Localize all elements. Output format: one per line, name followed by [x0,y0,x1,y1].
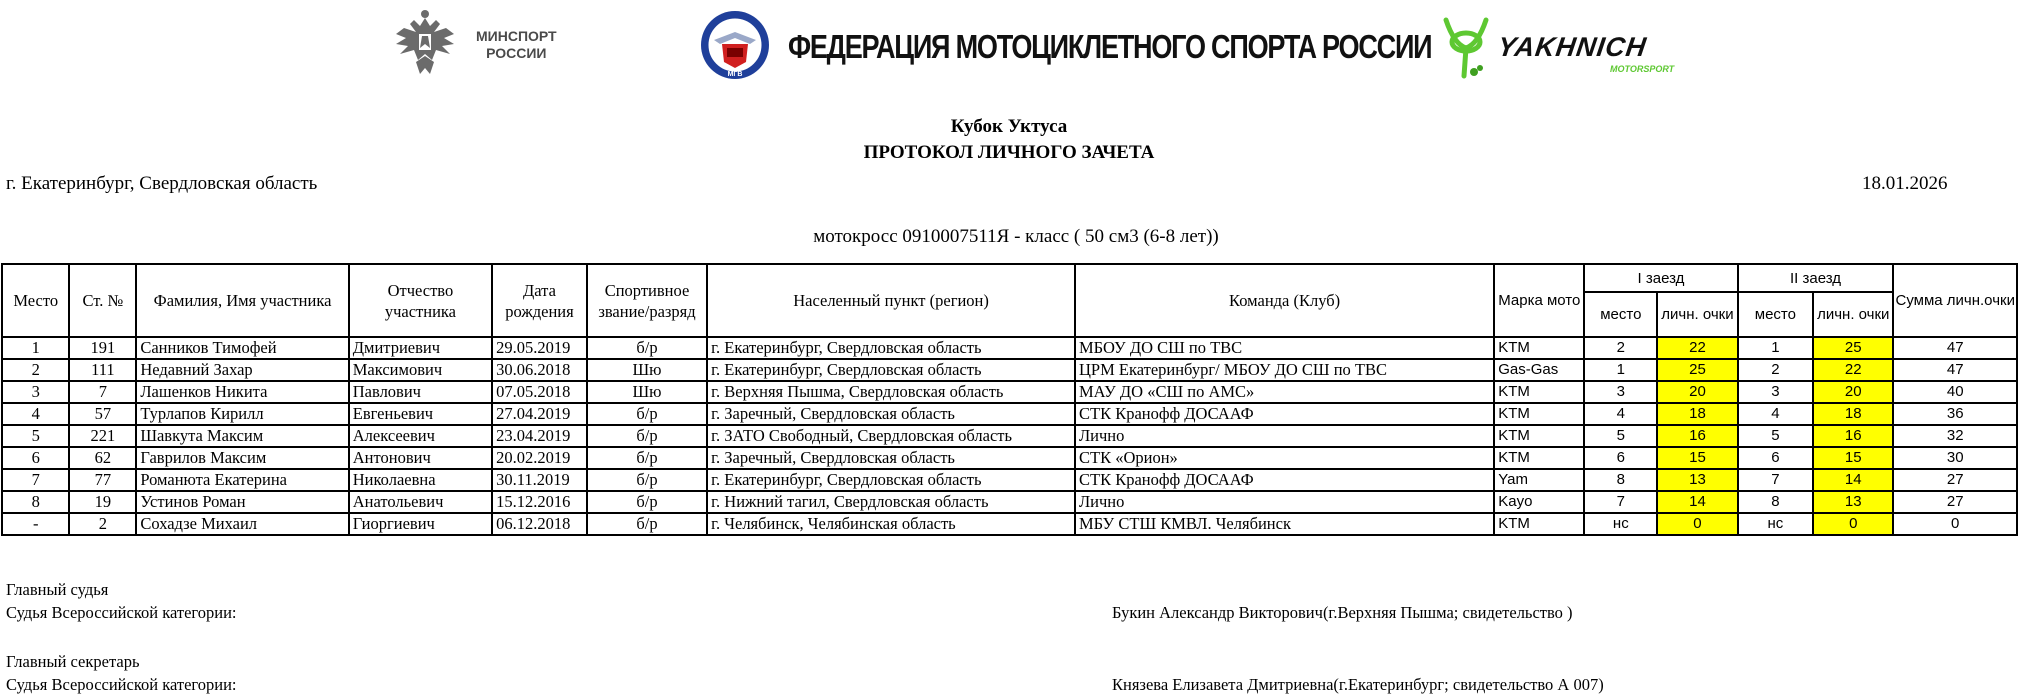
chief-secretary-name: Князева Елизавета Дмитриевна(г.Екатеринбург; свидетельство А 007) [1112,675,1604,694]
cell-place: 1 [2,337,69,359]
cell-race2-points: 20 [1813,381,1893,403]
minsport-text [476,28,557,62]
cell-start-no: 191 [69,337,136,359]
cell-start-no: 2 [69,513,136,535]
cell-race1-place: 7 [1584,491,1657,513]
cell-place: 7 [2,469,69,491]
cell-patronymic: Максимович [349,359,492,381]
cell-patronymic: Дмитриевич [349,337,492,359]
cell-birth-date: 30.06.2018 [492,359,587,381]
cell-patronymic: Евгеньевич [349,403,492,425]
cell-name: Санников Тимофей [136,337,348,359]
cell-locality: г. Екатеринбург, Свердловская область [707,337,1075,359]
minsport-line2: РОССИИ [486,45,547,61]
cell-name: Сохадзе Михаил [136,513,348,535]
cell-place: 8 [2,491,69,513]
cell-race1-points: 14 [1657,491,1737,513]
cell-locality: г. Екатеринбург, Свердловская область [707,469,1075,491]
cell-race1-place: 5 [1584,425,1657,447]
event-title: Кубок Уктуса [950,116,1068,137]
cell-birth-date: 07.05.2018 [492,381,587,403]
cell-rank: б/р [587,403,707,425]
cell-birth-date: 20.02.2019 [492,447,587,469]
table-row [2,447,2017,469]
cell-race1-points: 20 [1657,381,1737,403]
cell-rank: б/р [587,337,707,359]
cell-bike: KTM [1494,447,1584,469]
yakhnich-emblem-icon [1440,14,1492,80]
cell-race2-place: 7 [1738,469,1813,491]
cell-rank: б/р [587,425,707,447]
col-header-race1: I заезд [1584,264,1737,292]
cell-name: Устинов Роман [136,491,348,513]
col-header-race1-place: место [1584,292,1657,337]
cell-start-no: 111 [69,359,136,381]
cell-birth-date: 27.04.2019 [492,403,587,425]
cell-patronymic: Антонович [349,447,492,469]
class-description: мотокросс 0910007511Я - класс ( 50 см3 (6-8 лет)) [813,226,1219,247]
col-header-race2-points: личн. очки [1813,292,1893,337]
federation-emblem-text: МГВ [727,71,743,78]
cell-birth-date: 29.05.2019 [492,337,587,359]
cell-place: 3 [2,381,69,403]
cell-team: СТК «Орион» [1075,447,1494,469]
cell-race2-place: 5 [1738,425,1813,447]
cell-start-no: 77 [69,469,136,491]
cell-team: ЦРМ Екатеринбург/ МБОУ ДО СШ по ТВС [1075,359,1494,381]
cell-team: Лично [1075,491,1494,513]
cell-locality: г. Нижний тагил, Свердловская область [707,491,1075,513]
table-row [2,491,2017,513]
cell-team: СТК Кранофф ДОСААФ [1075,469,1494,491]
cell-rank: б/р [587,469,707,491]
cell-sum: 27 [1893,469,2017,491]
cell-birth-date: 06.12.2018 [492,513,587,535]
col-header-patronymic: Отчество участника [349,264,492,337]
cell-race1-place: 3 [1584,381,1657,403]
cell-race1-place: 1 [1584,359,1657,381]
minsport-logo [392,8,572,80]
chief-judge-category: Судья Всероссийской категории: [6,603,237,622]
cell-name: Недавний Захар [136,359,348,381]
cell-bike: Kayo [1494,491,1584,513]
col-header-start-no: Ст. № [69,264,136,337]
chief-secretary-category: Судья Всероссийской категории: [6,675,237,694]
cell-sum: 47 [1893,359,2017,381]
col-header-place: Место [2,264,69,337]
cell-patronymic: Николаевна [349,469,492,491]
cell-race1-place: 8 [1584,469,1657,491]
cell-race2-points: 13 [1813,491,1893,513]
double-headed-eagle-icon [392,8,458,80]
cell-team: МБУ СТШ КМВЛ. Челябинск [1075,513,1494,535]
cell-race2-place: 3 [1738,381,1813,403]
col-header-race2: II заезд [1738,264,1894,292]
results-table [1,263,2018,536]
col-header-race1-points: личн. очки [1657,292,1737,337]
col-header-bike: Марка мото [1494,264,1584,337]
cell-start-no: 7 [69,381,136,403]
results-body [2,337,2017,535]
sponsor-name: YAKHNICH [1495,32,1649,62]
cell-start-no: 62 [69,447,136,469]
cell-race1-points: 25 [1657,359,1737,381]
cell-name: Турлапов Кирилл [136,403,348,425]
cell-race1-points: 0 [1657,513,1737,535]
table-row [2,381,2017,403]
cell-race2-place: нс [1738,513,1813,535]
cell-patronymic: Гиоргиевич [349,513,492,535]
cell-birth-date: 15.12.2016 [492,491,587,513]
cell-race1-points: 18 [1657,403,1737,425]
cell-rank: б/р [587,447,707,469]
cell-race2-points: 14 [1813,469,1893,491]
col-header-sum: Сумма личн.очки [1893,264,2017,337]
cell-bike: KTM [1494,403,1584,425]
cell-locality: г. Верхняя Пышма, Свердловская область [707,381,1075,403]
federation-emblem-icon [700,10,770,80]
cell-race2-place: 6 [1738,447,1813,469]
cell-team: Лично [1075,425,1494,447]
col-header-race2-place: место [1738,292,1813,337]
cell-race2-place: 8 [1738,491,1813,513]
col-header-name: Фамилия, Имя участника [136,264,348,337]
event-date: 18.01.2026 [1862,173,1948,194]
cell-rank: б/р [587,513,707,535]
cell-patronymic: Анатольевич [349,491,492,513]
cell-start-no: 19 [69,491,136,513]
cell-rank: б/р [587,491,707,513]
cell-sum: 47 [1893,337,2017,359]
col-header-birth-date: Дата рождения [492,264,587,337]
cell-bike: KTM [1494,425,1584,447]
event-location: г. Екатеринбург, Свердловская область [6,173,318,194]
cell-place: - [2,513,69,535]
cell-race2-points: 16 [1813,425,1893,447]
protocol-title: ПРОТОКОЛ ЛИЧНОГО ЗАЧЕТА [863,142,1155,163]
cell-place: 5 [2,425,69,447]
cell-sum: 36 [1893,403,2017,425]
cell-locality: г. Екатеринбург, Свердловская область [707,359,1075,381]
cell-race1-points: 15 [1657,447,1737,469]
cell-place: 6 [2,447,69,469]
cell-name: Романюта Екатерина [136,469,348,491]
cell-bike: KTM [1494,381,1584,403]
cell-name: Шавкута Максим [136,425,348,447]
cell-name: Лашенков Никита [136,381,348,403]
cell-race2-place: 4 [1738,403,1813,425]
cell-locality: г. ЗАТО Свободный, Свердловская область [707,425,1075,447]
col-header-locality: Населенный пункт (регион) [707,264,1075,337]
cell-team: МАУ ДО «СШ по АМС» [1075,381,1494,403]
cell-bike: Gas-Gas [1494,359,1584,381]
cell-place: 2 [2,359,69,381]
sponsor-logo [1440,14,1680,84]
cell-sum: 40 [1893,381,2017,403]
col-header-rank: Спортивное звание/разряд [587,264,707,337]
cell-race1-points: 16 [1657,425,1737,447]
cell-team: МБОУ ДО СШ по ТВС [1075,337,1494,359]
table-row [2,337,2017,359]
cell-race2-place: 2 [1738,359,1813,381]
table-row [2,425,2017,447]
cell-race1-points: 22 [1657,337,1737,359]
table-header-row [2,264,2017,292]
cell-race2-place: 1 [1738,337,1813,359]
cell-birth-date: 30.11.2019 [492,469,587,491]
cell-race1-place: нс [1584,513,1657,535]
col-header-team: Команда (Клуб) [1075,264,1494,337]
cell-sum: 30 [1893,447,2017,469]
cell-birth-date: 23.04.2019 [492,425,587,447]
sponsor-subtitle: MOTORSPORT [1610,64,1675,74]
table-row [2,359,2017,381]
cell-race2-points: 0 [1813,513,1893,535]
cell-race2-points: 25 [1813,337,1893,359]
cell-sum: 27 [1893,491,2017,513]
cell-race2-points: 15 [1813,447,1893,469]
cell-sum: 32 [1893,425,2017,447]
chief-judge-title: Главный судья [6,580,109,599]
cell-race1-place: 2 [1584,337,1657,359]
cell-rank: Шю [587,381,707,403]
cell-bike: KTM [1494,337,1584,359]
cell-race1-points: 13 [1657,469,1737,491]
cell-race1-place: 4 [1584,403,1657,425]
cell-rank: Шю [587,359,707,381]
cell-locality: г. Заречный, Свердловская область [707,447,1075,469]
chief-judge-name: Букин Александр Викторович(г.Верхняя Пышма; свидетельство ) [1112,603,1573,622]
cell-locality: г. Заречный, Свердловская область [707,403,1075,425]
cell-team: СТК Кранофф ДОСААФ [1075,403,1494,425]
cell-start-no: 57 [69,403,136,425]
cell-bike: Yam [1494,469,1584,491]
cell-race1-place: 6 [1584,447,1657,469]
minsport-line1: МИНСПОРТ [476,28,557,44]
cell-locality: г. Челябинск, Челябинская область [707,513,1075,535]
cell-patronymic: Павлович [349,381,492,403]
logo-bar [0,0,2018,90]
cell-bike: KTM [1494,513,1584,535]
table-row [2,403,2017,425]
federation-logo [700,8,1432,82]
cell-race2-points: 22 [1813,359,1893,381]
chief-secretary-title: Главный секретарь [6,652,140,671]
table-row [2,469,2017,491]
table-row [2,513,2017,535]
cell-name: Гаврилов Максим [136,447,348,469]
cell-race2-points: 18 [1813,403,1893,425]
cell-patronymic: Алексеевич [349,425,492,447]
cell-place: 4 [2,403,69,425]
cell-start-no: 221 [69,425,136,447]
federation-name: ФЕДЕРАЦИЯ МОТОЦИКЛЕТНОГО СПОРТА РОССИИ [788,28,1432,65]
cell-sum: 0 [1893,513,2017,535]
